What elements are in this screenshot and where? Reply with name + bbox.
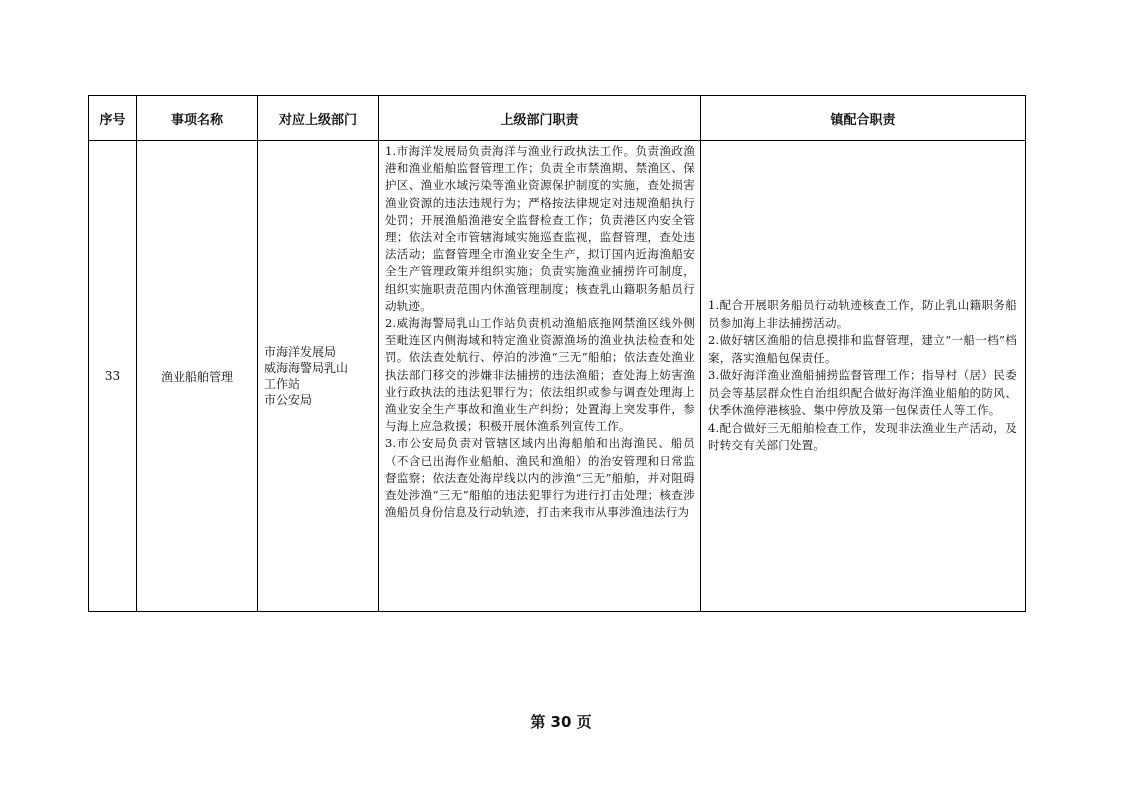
responsibility-table (88, 95, 1026, 612)
page-number: 第 30 页 (530, 713, 592, 731)
header-item-name: 事项名称 (137, 96, 258, 141)
dept-line: 工作站 (264, 377, 301, 391)
header-seq: 序号 (89, 96, 137, 141)
coop-paragraph: 3.做好海洋渔业渔船捕捞监督管理工作；指导村（居）民委员会等基层群众性自治组织配合做好海洋渔业船舶的防风、伏季休渔停港核验、集中停放及第一包保责任人等工作。 (708, 368, 1017, 418)
table-row (89, 141, 1026, 612)
coop-paragraph: 1.配合开展职务船员行动轨迹核查工作，防止乳山籍职务船员参加海上非法捕捞活动。 (708, 298, 1017, 330)
duty-paragraph: 3.市公安局负责对管辖区域内出海船舶和出海渔民、船员（不含已出海作业船舶、渔民和渔船）的治安管理和日常监督监察；依法查处海岸线以内的涉渔“三无”船舶，并对阻碍查处涉渔“三无”船舶的违法犯罪行为进行打击处理；核查涉渔船员身份信息及行动轨迹，打击来我市从事涉渔违法行为 (385, 436, 695, 520)
duty-paragraph: 1.市海洋发展局负责海洋与渔业行政执法工作。负责渔政渔港和渔业船舶监督管理工作；负责全市禁渔期、禁渔区、保护区、渔业水域污染等渔业资源保护制度的实施，查处损害渔业资源的违法违规行为；严格按法律规定对违规渔船执行处罚；开展渔船渔港安全监督检查工作；负责港区内安全管理；依法对全市管辖海域实施巡查监视，监督管理，查处违法活动；监督管理全市渔业安全生产，拟订国内近海渔船安全生产管理政策并组织实施；负责实施渔业捕捞许可制度，组织实施职责范围内休渔管理制度；核查乳山籍职务船员行动轨迹。 (385, 144, 695, 313)
cell-item-name: 渔业船舶管理 (137, 141, 258, 612)
coop-paragraph: 2.做好辖区渔船的信息摸排和监督管理，建立“一船一档”档案，落实渔船包保责任。 (708, 333, 1017, 365)
cell-seq: 33 (89, 141, 137, 612)
header-duties: 上级部门职责 (379, 96, 701, 141)
dept-line: 威海海警局乳山 (264, 361, 349, 375)
dept-line: 市海洋发展局 (264, 345, 337, 359)
duty-paragraph: 2.威海海警局乳山工作站负责机动渔船底拖网禁渔区线外侧至毗连区内侧海域和特定渔业资源渔场的渔业执法检查和处罚。依法查处航行、停泊的涉渔“三无”船舶；依法查处渔业执法部门移交的涉嫌非法捕捞的违法渔船；查处海上妨害渔业行政执法的违法犯罪行为；依法组织或参与调查处理海上渔业安全生产事故和渔业生产纠纷；处置海上突发事件，参与海上应急救援；积极开展休渔系列宣传工作。 (385, 316, 695, 434)
coop-paragraph: 4.配合做好三无船舶检查工作，发现非法渔业生产活动，及时转交有关部门处置。 (708, 420, 1017, 453)
dept-line: 市公安局 (264, 393, 313, 407)
cell-duties (379, 141, 701, 612)
cell-coop (701, 141, 1026, 612)
header-coop: 镇配合职责 (701, 96, 1026, 141)
table-header-row (89, 96, 1026, 141)
cell-dept (258, 141, 379, 612)
header-dept: 对应上级部门 (258, 96, 379, 141)
